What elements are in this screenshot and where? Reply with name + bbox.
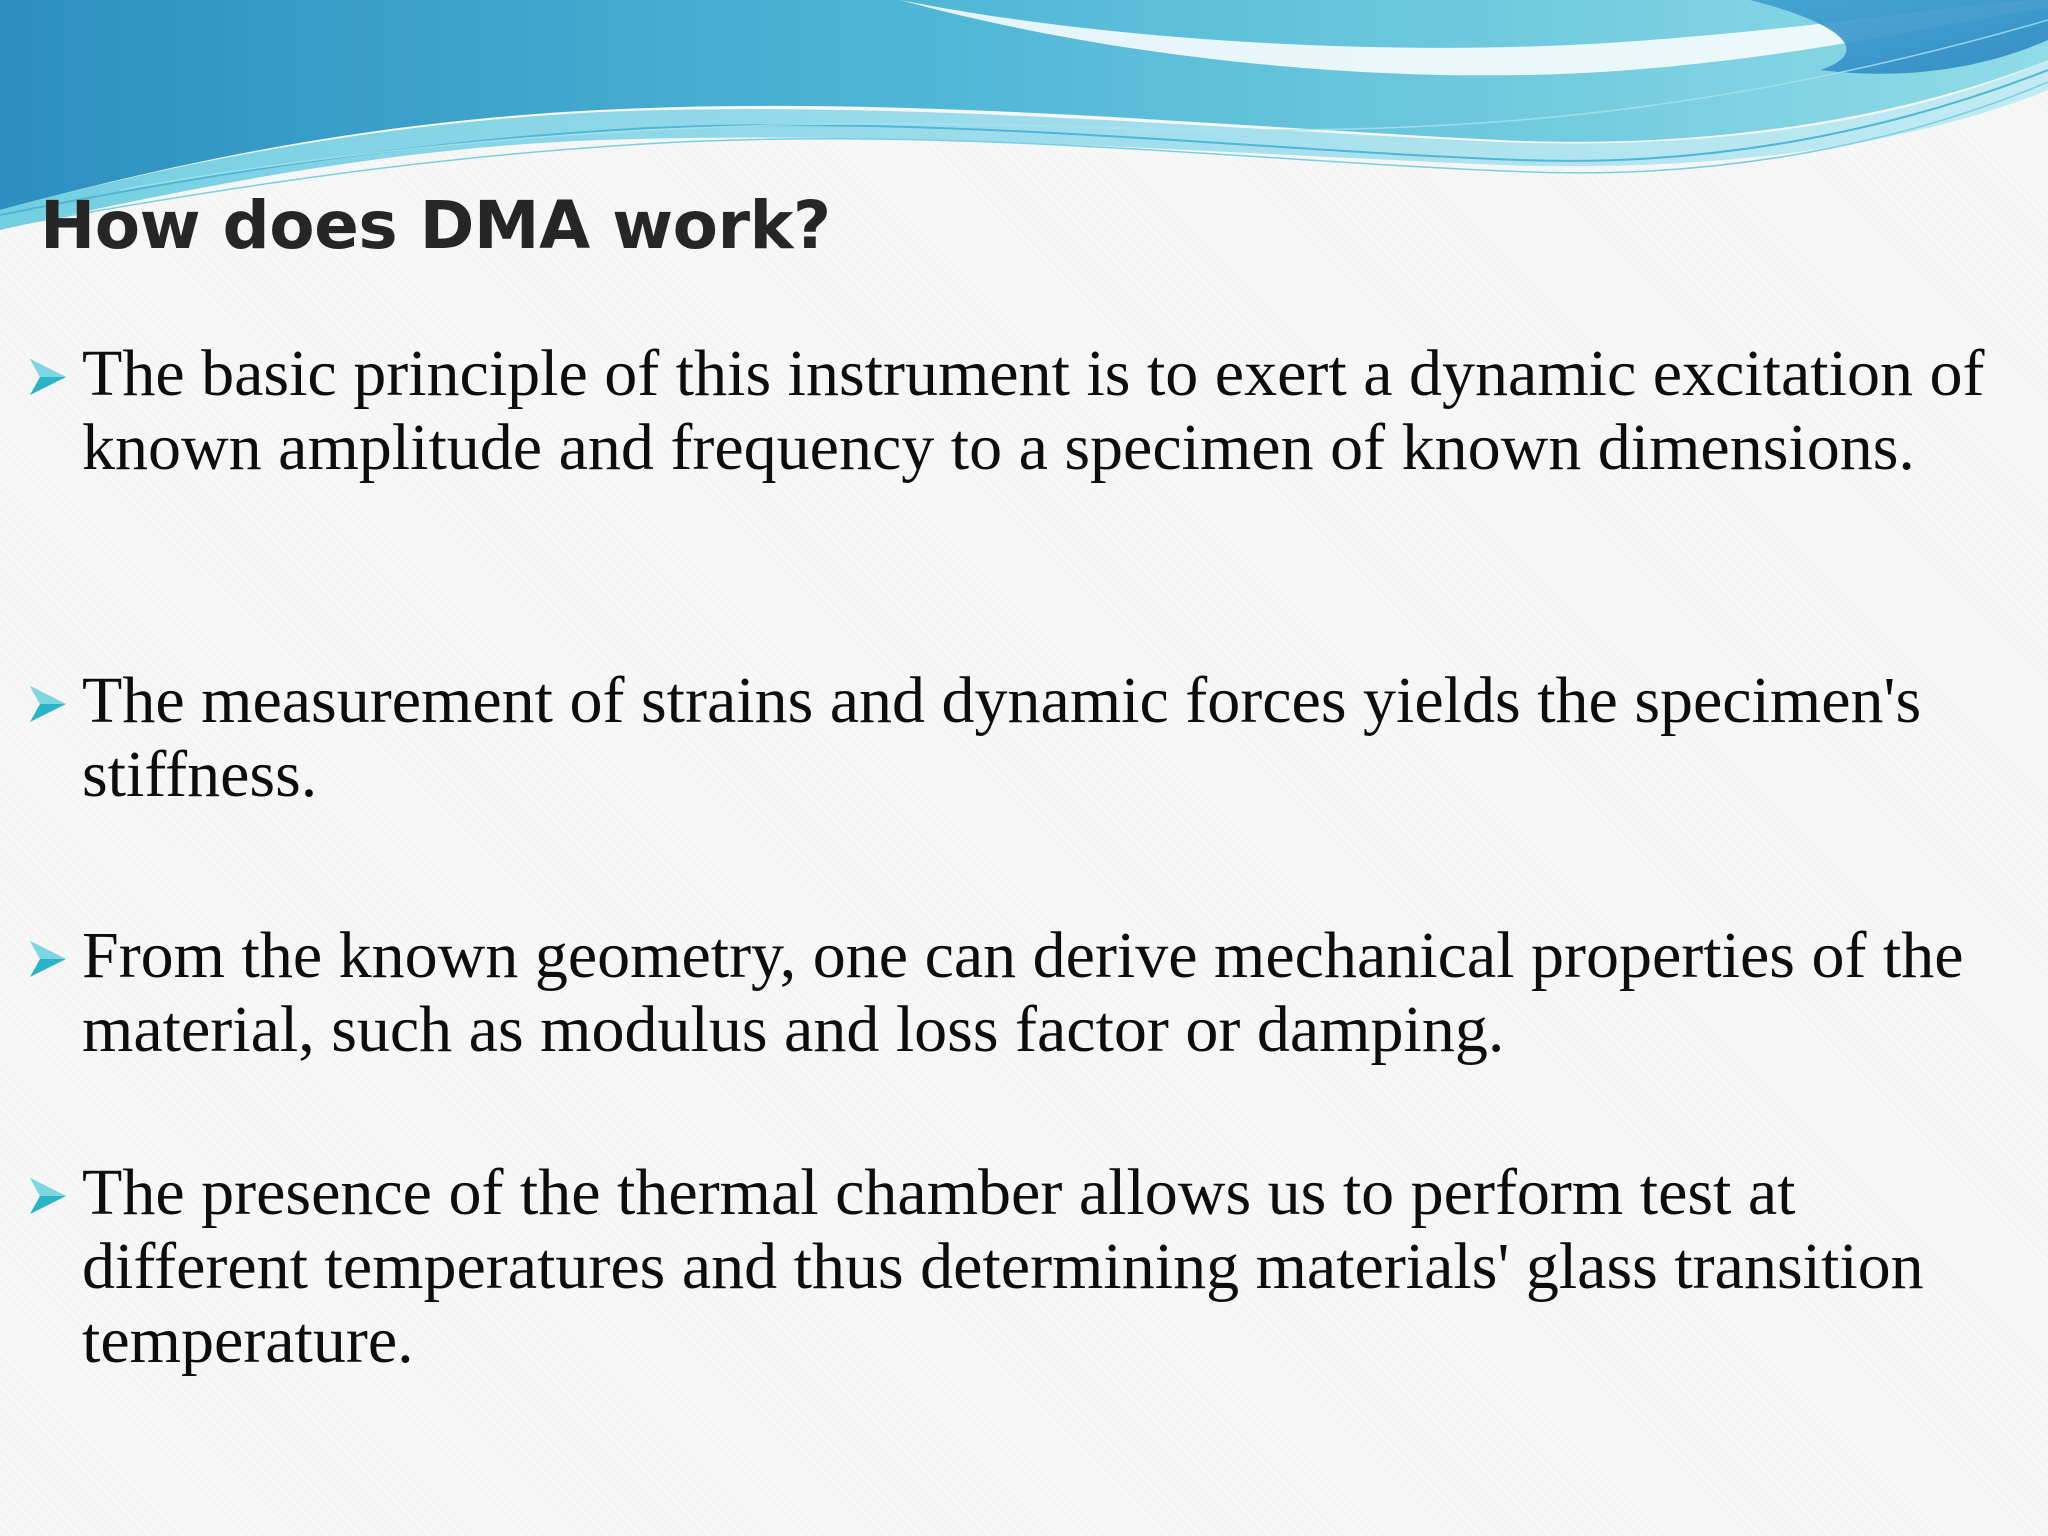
arrow-right-icon — [26, 937, 70, 981]
bullet-item — [26, 664, 2006, 824]
slide-title: How does DMA work? — [40, 187, 831, 264]
bullet-item — [26, 919, 2006, 1079]
arrow-right-icon — [26, 355, 70, 399]
bullet-text: The basic principle of this instrument is to exert a dynamic excitation of known amplitude and frequency to a specimen of known dimensions. — [82, 337, 1985, 484]
bullet-text: The measurement of strains and dynamic forces yields the specimen's stiffness. — [82, 664, 1922, 811]
bullet-item — [26, 337, 2006, 567]
bullet-item — [26, 1156, 2006, 1386]
bullet-text: From the known geometry, one can derive mechanical properties of the material, such as modulus and loss factor or damping. — [82, 919, 1964, 1066]
arrow-right-icon — [26, 1174, 70, 1218]
arrow-right-icon — [26, 682, 70, 726]
bullet-text: The presence of the thermal chamber allows us to perform test at different temperatures and thus determining materials' glass transition temperature. — [82, 1156, 1924, 1377]
